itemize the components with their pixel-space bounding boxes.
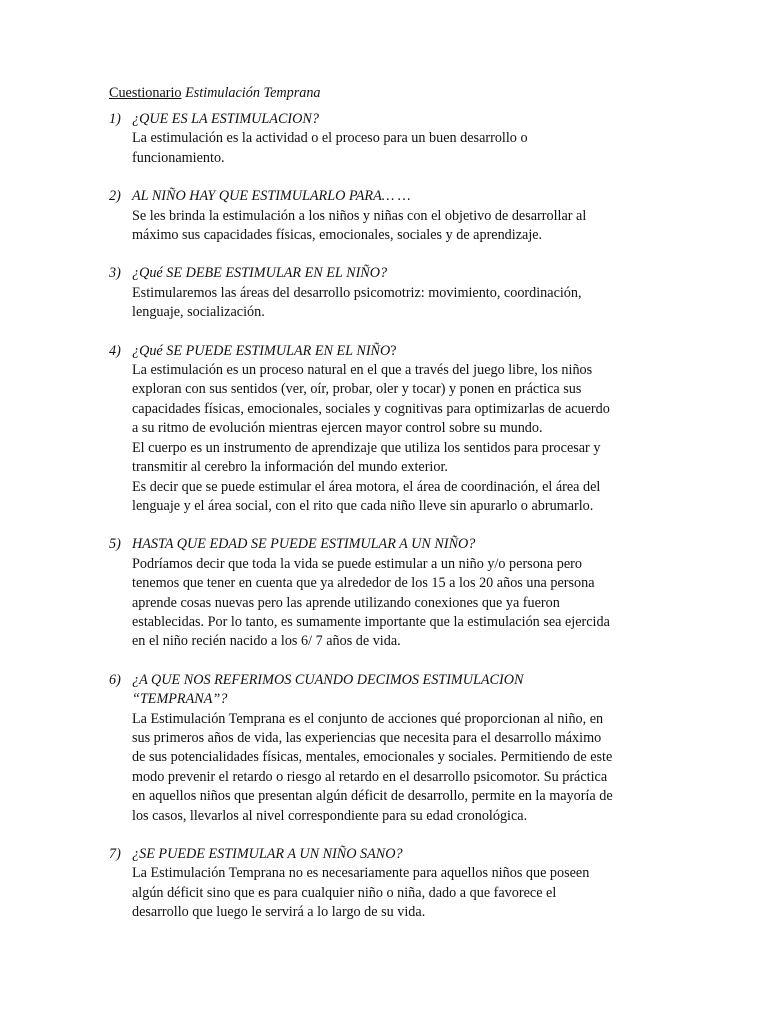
answer-text [132, 555, 659, 652]
answer-line: a su ritmo de evolución mientras ejercen mayor control sobre su mundo. [132, 420, 543, 437]
question-number: 3) [109, 265, 121, 282]
question-heading: HASTA QUE EDAD SE PUEDE ESTIMULAR A UN NIÑO? [132, 536, 476, 553]
question-heading-tail: ? [390, 342, 397, 359]
question-number: 2) [109, 188, 121, 205]
answer-line: tenemos que tener en cuenta que ya alrededor de los 15 a los 20 años una persona [132, 575, 595, 592]
answer-text [132, 361, 659, 516]
question-number: 5) [109, 536, 121, 553]
answer-line: capacidades físicas, emocionales, sociales y cognitivas para optimizarlas de acuerdo [132, 400, 610, 417]
answer-line: máximo sus capacidades físicas, emocionales, sociales y de aprendizaje. [132, 227, 543, 244]
answer-line: La Estimulación Temprana no es necesariamente para aquellos niños que poseen [132, 865, 590, 882]
question-block-4 [109, 342, 659, 517]
question-heading [132, 671, 659, 710]
question-heading-line: ¿A QUE NOS REFERIMOS CUANDO DECIMOS ESTIMULACION [132, 671, 524, 688]
question-block-3 [109, 264, 659, 322]
answer-line: desarrollo que luego le servirá a lo largo de su vida. [132, 904, 426, 921]
question-number: 1) [109, 111, 121, 127]
question-heading-line: “TEMPRANA”? [132, 691, 228, 708]
answer-line: algún déficit sino que es para cualquier niño o niña, dado a que favorece el [132, 884, 557, 901]
answer-line: Estimularemos las áreas del desarrollo psicomotriz: movimiento, coordinación, [132, 284, 582, 301]
answer-text [132, 284, 659, 323]
answer-line: Podríamos decir que toda la vida se puede estimular a un niño y/o persona pero [132, 555, 582, 572]
answer-line: sus primeros años de vida, las experiencias que necesita para el desarrollo máximo [132, 729, 602, 746]
question-block-2 [109, 187, 659, 245]
answer-line: en el niño recién nacido a los 6/ 7 años de vida. [132, 633, 401, 650]
answer-line: transmitir al cerebro la información del mundo exterior. [132, 459, 448, 476]
answer-line: lenguaje y el área social, con el rito que cada niño lleve sin apurarlo o abrumarlo. [132, 497, 594, 514]
question-heading: ¿Qué SE DEBE ESTIMULAR EN EL NIÑO? [132, 265, 388, 282]
question-block-7 [109, 845, 659, 923]
answer-line: La estimulación es un proceso natural en el que a través del juego libre, los niños [132, 362, 593, 379]
question-number: 4) [109, 342, 121, 359]
answer-line: La estimulación es la actividad o el proceso para un buen desarrollo o [132, 130, 528, 147]
document-page [109, 84, 659, 923]
question-heading-text: ¿Qué SE PUEDE ESTIMULAR EN EL NIÑO [132, 342, 391, 359]
question-heading: AL NIÑO HAY QUE ESTIMULARLO PARA… … [132, 188, 411, 205]
title-italic: Estimulación Temprana [185, 85, 321, 101]
answer-line: establecidas. Por lo tanto, es sumamente importante que la estimulación sea ejercida [132, 613, 610, 630]
answer-line: los casos, llevarlos al nivel correspondiente para su edad cronológica. [132, 807, 528, 824]
question-block-1 [109, 110, 659, 168]
answer-line: El cuerpo es un instrumento de aprendizaje que utiliza los sentidos para procesar y [132, 439, 601, 456]
document-title [109, 84, 659, 104]
answer-text [132, 129, 659, 168]
answer-line: exploran con sus sentidos (ver, oír, probar, oler y tocar) y ponen en práctica sus [132, 381, 582, 398]
answer-line: modo prevenir el retardo o riesgo al retardo en el desarrollo psicomotor. Su práctica [132, 768, 608, 785]
answer-line: de sus potencialidades físicas, mentales, emocionales y sociales. Permitiendo de este [132, 749, 613, 766]
question-block-5 [109, 535, 659, 651]
answer-line: aprende cosas nuevas pero las aprende utilizando conexiones que ya fueron [132, 594, 560, 611]
answer-line: Es decir que se puede estimular el área motora, el área de coordinación, el área del [132, 478, 601, 495]
answer-text [132, 207, 659, 246]
answer-line: La Estimulación Temprana es el conjunto de acciones qué proporcionan al niño, en [132, 710, 604, 727]
answer-line: Se les brinda la estimulación a los niños y niñas con el objetivo de desarrollar al [132, 207, 587, 224]
question-heading: ¿QUE ES LA ESTIMULACION? [132, 111, 319, 127]
question-heading: ¿SE PUEDE ESTIMULAR A UN NIÑO SANO? [132, 846, 403, 862]
answer-text [132, 864, 659, 922]
answer-line: lenguaje, socialización. [132, 304, 265, 321]
question-heading [132, 342, 659, 361]
title-underlined: Cuestionario [109, 85, 182, 101]
question-number: 6) [109, 671, 121, 688]
answer-line: funcionamiento. [132, 149, 225, 166]
question-block-6 [109, 671, 659, 826]
question-number: 7) [109, 846, 121, 862]
answer-text [132, 710, 659, 826]
answer-line: en aquellos niños que presentan algún déficit de desarrollo, permite en la mayoría de [132, 788, 613, 805]
